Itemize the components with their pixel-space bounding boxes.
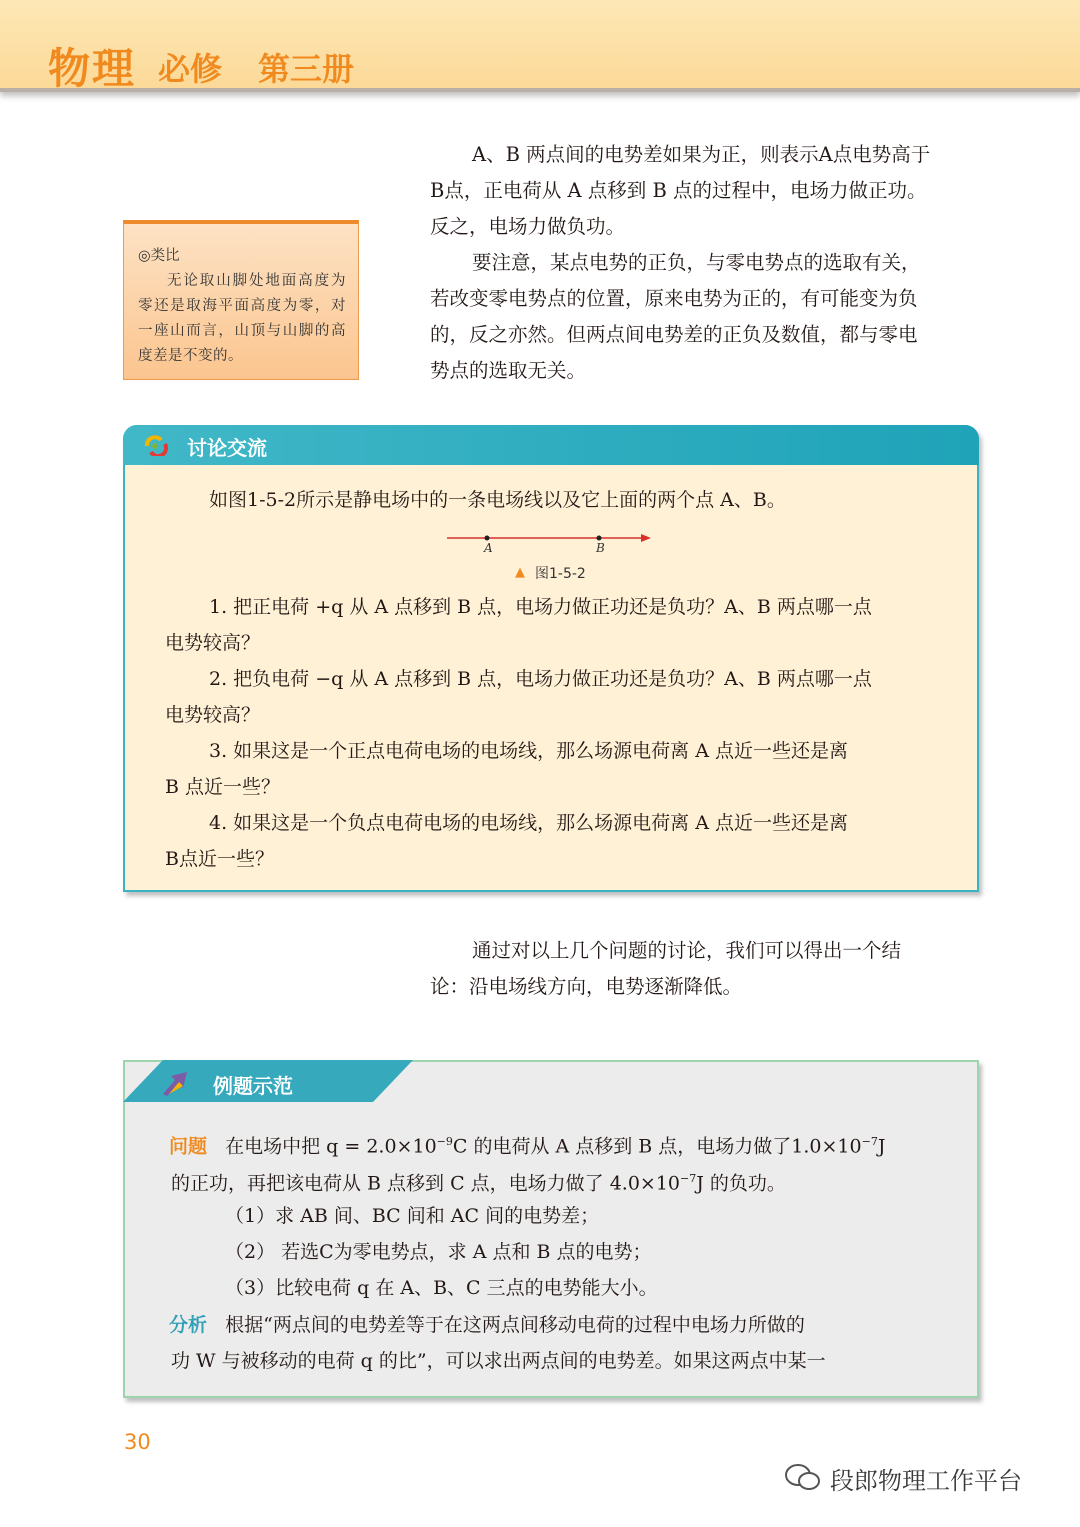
text-line: 的，反之亦然。但两点间电势差的正负及数值，都与零电 xyxy=(430,323,918,346)
field-line-figure xyxy=(445,527,665,557)
analysis-line-2: 功 W 与被移动的电荷 q 的比”，可以求出两点间的电势差。如果这两点中某一 xyxy=(171,1350,826,1372)
question-line: B点近一些？ xyxy=(165,848,274,870)
sidebar-title: ◎类比 xyxy=(138,248,180,264)
text-span: 在电场中把 q = 2.0×10 xyxy=(225,1135,437,1158)
wechat-icon xyxy=(783,1461,823,1493)
header-subject: 物理 xyxy=(48,44,137,93)
question-line: B 点近一些？ xyxy=(165,776,281,798)
discussion-intro: 如图1-5-2所示是静电场中的一条电场线以及它上面的两个点 A、B。 xyxy=(209,489,786,511)
question-line: 3. 如果这是一个正点电荷电场的电场线，那么场源电荷离 A 点近一些还是离 xyxy=(209,740,848,762)
text-line: 要注意，某点电势的正负，与零电势点的选取有关， xyxy=(472,251,921,274)
page-header xyxy=(0,0,1080,92)
text-line: 反之，电场力做负功。 xyxy=(430,215,626,238)
label-a: A xyxy=(484,541,493,555)
discussion-title: 讨论交流 xyxy=(187,436,267,460)
analysis-line-1 xyxy=(169,1307,805,1343)
question-line: 4. 如果这是一个负点电荷电场的电场线，那么场源电荷离 A 点近一些还是离 xyxy=(209,812,848,834)
problem-label: 问题 xyxy=(169,1135,208,1158)
question-line: 电势较高？ xyxy=(165,632,261,654)
sub-question-2: （2） 若选C为零电势点，求 A 点和 B 点的电势； xyxy=(225,1241,652,1263)
label-b: B xyxy=(596,541,605,555)
text-line: 论：沿电场线方向，电势逐渐降低。 xyxy=(430,975,743,998)
watermark: 段郎物理工作平台 xyxy=(830,1467,1022,1495)
text-span: J xyxy=(877,1135,886,1158)
text-line: A、B 两点间的电势差如果为正，则表示A点电势高于 xyxy=(472,143,931,166)
sub-question-1: （1）求 AB 间、BC 间和 AC 间的电势差； xyxy=(225,1205,600,1227)
header-volume: 第三册 xyxy=(258,50,355,88)
header-type: 必修 xyxy=(158,50,223,88)
page-number: 30 xyxy=(124,1430,151,1454)
field-arrow xyxy=(641,534,651,542)
text-span: C 的电荷从 A 点移到 B 点，电场力做了1.0×10 xyxy=(452,1135,862,1158)
question-line: 1. 把正电荷 +q 从 A 点移到 B 点，电场力做正功还是负功？A、B 两点哪一点 xyxy=(209,596,872,618)
text-span: J 的负功。 xyxy=(696,1172,786,1195)
exponent: −7 xyxy=(680,1172,697,1185)
triangle-icon: ▲ xyxy=(515,565,525,580)
analysis-label: 分析 xyxy=(169,1314,208,1336)
text-span: 的正功，再把该电荷从 B 点移到 C 点，电场力做了 4.0×10 xyxy=(171,1172,681,1195)
point-a xyxy=(485,536,490,541)
exponent: −9 xyxy=(436,1135,453,1148)
point-b xyxy=(597,536,602,541)
text-line: 势点的选取无关。 xyxy=(430,359,587,382)
text-line: B点，正电荷从 A 点移到 B 点的过程中，电场力做正功。 xyxy=(430,179,927,202)
example-panel xyxy=(123,1060,979,1398)
figure-caption: 图1-5-2 xyxy=(535,566,586,582)
arrow-icon xyxy=(161,1070,195,1096)
exponent: −7 xyxy=(861,1135,878,1148)
problem-line-2 xyxy=(171,1161,786,1201)
text-line: 若改变零电势点的位置，原来电势为正的，有可能变为负 xyxy=(430,287,918,310)
text-line: 通过对以上几个问题的讨论，我们可以得出一个结 xyxy=(472,939,902,962)
analogy-sidebar xyxy=(123,220,359,380)
problem-line-1 xyxy=(169,1124,885,1164)
discussion-icon xyxy=(143,434,171,456)
sidebar-body: 无论取山脚处地面高度为零还是取海平面高度为零，对一座山而言，山顶与山脚的高度差是不变的。 xyxy=(138,273,346,364)
sub-question-3: （3）比较电荷 q 在 A、B、C 三点的电势能大小。 xyxy=(225,1277,658,1299)
example-title: 例题示范 xyxy=(213,1074,293,1098)
discussion-title-bar xyxy=(123,425,979,465)
discussion-panel xyxy=(123,425,979,892)
text-span: 根据“两点间的电势差等于在这两点间移动电荷的过程中电场力所做的 xyxy=(225,1314,805,1336)
question-line: 2. 把负电荷 −q 从 A 点移到 B 点，电场力做正功还是负功？A、B 两点哪一点 xyxy=(209,668,872,690)
question-line: 电势较高？ xyxy=(165,704,261,726)
